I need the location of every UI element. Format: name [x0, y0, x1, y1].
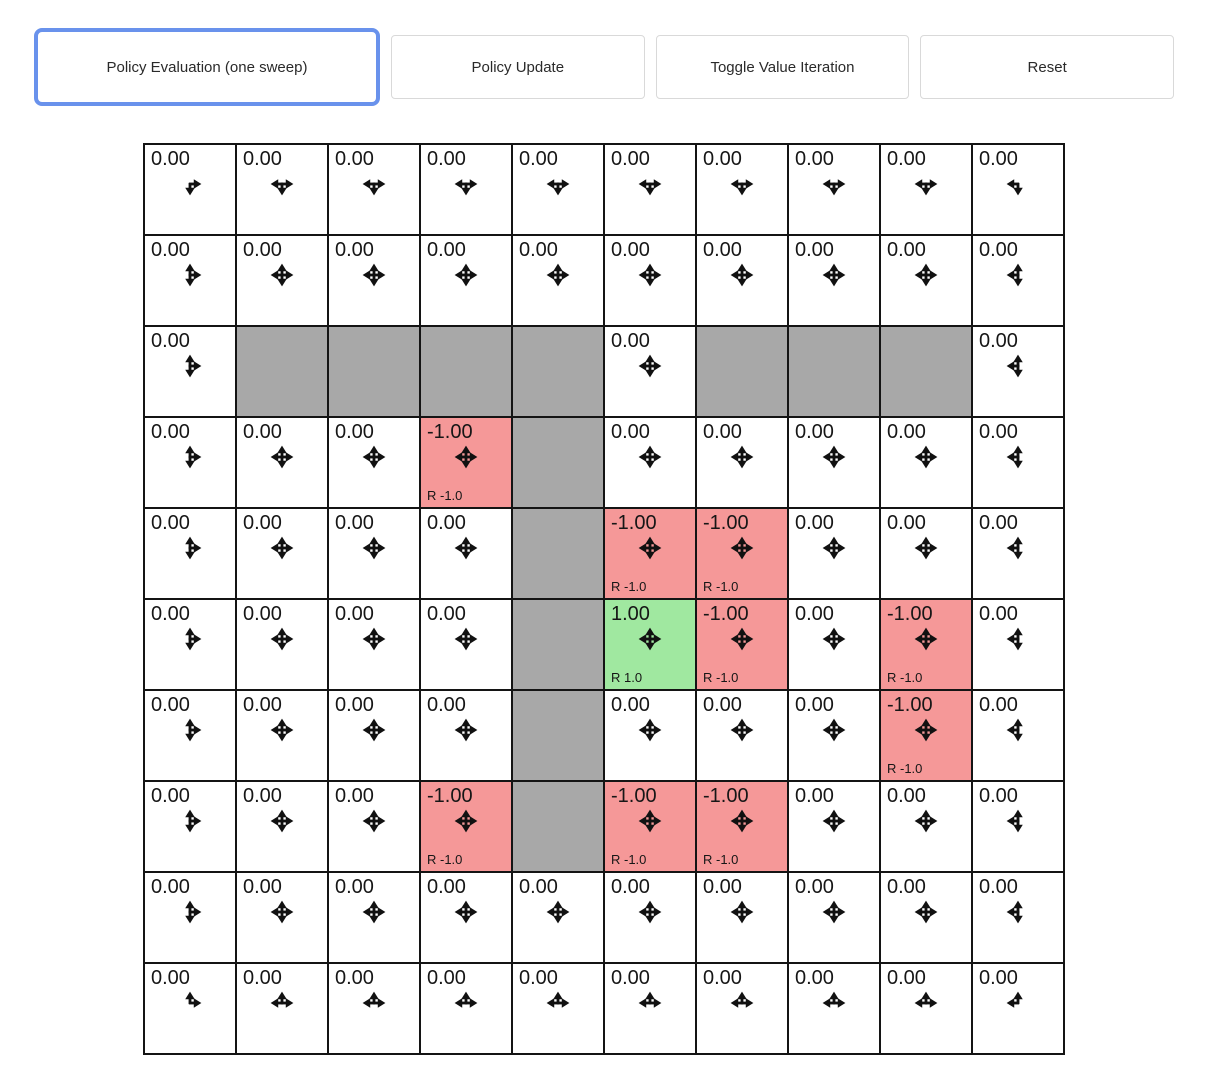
state-value: 0.00: [611, 694, 650, 716]
grid-cell: [420, 872, 512, 963]
grid-cell: [420, 235, 512, 326]
grid-cell: [144, 599, 236, 690]
policy-arrows-icon: [697, 171, 787, 197]
grid-cell: [972, 690, 1064, 781]
state-value: 0.00: [795, 967, 834, 989]
policy-arrows-icon: [697, 990, 787, 1016]
state-value: 0.00: [979, 421, 1018, 443]
grid-cell: [420, 417, 512, 508]
grid-cell: [696, 144, 788, 235]
policy-arrows-icon: [789, 899, 879, 925]
state-value: 0.00: [703, 421, 742, 443]
state-value: 0.00: [979, 603, 1018, 625]
state-value: 0.00: [151, 967, 190, 989]
grid-cell: [788, 144, 880, 235]
state-value: 0.00: [243, 421, 282, 443]
reward-label: R -1.0: [703, 852, 739, 867]
state-value: 0.00: [427, 239, 466, 261]
state-value: 0.00: [243, 239, 282, 261]
state-value: 0.00: [243, 603, 282, 625]
policy-arrows-icon: [697, 717, 787, 743]
policy-arrows-icon: [237, 899, 327, 925]
policy-arrows-icon: [881, 262, 971, 288]
grid-cell: [788, 599, 880, 690]
state-value: 0.00: [703, 239, 742, 261]
policy-arrows-icon: [789, 171, 879, 197]
policy-arrows-icon: [145, 444, 235, 470]
state-value: 0.00: [335, 785, 374, 807]
policy-arrows-icon: [697, 535, 787, 561]
state-value: 0.00: [703, 876, 742, 898]
policy-arrows-icon: [881, 535, 971, 561]
grid-cell: [420, 508, 512, 599]
grid-cell: [696, 235, 788, 326]
state-value: 0.00: [335, 239, 374, 261]
policy-arrows-icon: [973, 899, 1063, 925]
policy-arrows-icon: [145, 262, 235, 288]
state-value: 0.00: [703, 967, 742, 989]
policy-arrows-icon: [329, 626, 419, 652]
state-value: 0.00: [887, 512, 926, 534]
reward-label: R -1.0: [887, 670, 923, 685]
policy-arrows-icon: [881, 899, 971, 925]
policy-arrows-icon: [421, 535, 511, 561]
policy-arrows-icon: [697, 899, 787, 925]
state-value: 0.00: [243, 512, 282, 534]
state-value: 0.00: [151, 421, 190, 443]
state-value: 0.00: [887, 239, 926, 261]
grid-cell: [604, 599, 696, 690]
state-value: 0.00: [795, 785, 834, 807]
state-value: 0.00: [795, 694, 834, 716]
state-value: -1.00: [703, 785, 749, 807]
grid-cell: [696, 872, 788, 963]
policy-arrows-icon: [329, 262, 419, 288]
state-value: 0.00: [335, 876, 374, 898]
grid-cell: [144, 690, 236, 781]
grid-cell: [972, 872, 1064, 963]
grid-cell: [880, 417, 972, 508]
policy-arrows-icon: [237, 808, 327, 834]
policy-arrows-icon: [973, 717, 1063, 743]
policy-arrows-icon: [881, 717, 971, 743]
state-value: -1.00: [427, 421, 473, 443]
policy-arrows-icon: [421, 626, 511, 652]
policy-arrows-icon: [881, 808, 971, 834]
state-value: 0.00: [151, 603, 190, 625]
state-value: 0.00: [243, 785, 282, 807]
grid-cell: [420, 144, 512, 235]
grid-cell: [328, 144, 420, 235]
reward-label: R -1.0: [427, 852, 463, 867]
grid-cell: [512, 235, 604, 326]
state-value: 0.00: [979, 876, 1018, 898]
policy-arrows-icon: [237, 717, 327, 743]
policy-arrows-icon: [145, 808, 235, 834]
wall-cell: [696, 326, 788, 417]
grid-cell: [144, 872, 236, 963]
grid-cell: [144, 781, 236, 872]
policy-arrows-icon: [789, 626, 879, 652]
grid-cell: [604, 235, 696, 326]
grid-cell: [144, 144, 236, 235]
policy-arrows-icon: [605, 171, 695, 197]
policy-arrows-icon: [329, 990, 419, 1016]
policy-arrows-icon: [237, 626, 327, 652]
grid-cell: [604, 963, 696, 1054]
grid-cell: [880, 144, 972, 235]
state-value: 0.00: [519, 876, 558, 898]
state-value: 0.00: [151, 876, 190, 898]
grid-cell: [328, 781, 420, 872]
policy-arrows-icon: [605, 990, 695, 1016]
policy-arrows-icon: [329, 171, 419, 197]
state-value: 0.00: [611, 876, 650, 898]
state-value: -1.00: [611, 512, 657, 534]
grid-cell: [236, 690, 328, 781]
state-value: 0.00: [427, 512, 466, 534]
state-value: 0.00: [335, 694, 374, 716]
policy-arrows-icon: [973, 444, 1063, 470]
policy-arrows-icon: [881, 626, 971, 652]
toolbar: [0, 0, 1208, 106]
wall-cell: [512, 690, 604, 781]
grid-cell: [328, 599, 420, 690]
policy-arrows-icon: [881, 444, 971, 470]
grid-cell: [236, 872, 328, 963]
state-value: 0.00: [335, 421, 374, 443]
grid-cell: [788, 690, 880, 781]
grid-cell: [696, 508, 788, 599]
state-value: 0.00: [795, 239, 834, 261]
state-value: -1.00: [611, 785, 657, 807]
grid-cell: [512, 963, 604, 1054]
grid-cell: [972, 508, 1064, 599]
state-value: 0.00: [519, 239, 558, 261]
state-value: 0.00: [795, 421, 834, 443]
policy-arrows-icon: [145, 717, 235, 743]
policy-arrows-icon: [973, 171, 1063, 197]
policy-arrows-icon: [789, 535, 879, 561]
reward-label: R -1.0: [611, 579, 647, 594]
grid-cell: [880, 235, 972, 326]
grid-cell: [328, 872, 420, 963]
policy-arrows-icon: [329, 808, 419, 834]
grid-cell: [144, 235, 236, 326]
grid-cell: [696, 417, 788, 508]
grid-cell: [972, 235, 1064, 326]
state-value: 0.00: [243, 694, 282, 716]
grid-cell: [328, 508, 420, 599]
grid-cell: [788, 508, 880, 599]
state-value: 0.00: [703, 694, 742, 716]
policy-arrows-icon: [697, 626, 787, 652]
state-value: 0.00: [979, 239, 1018, 261]
grid-cell: [972, 417, 1064, 508]
state-value: 0.00: [151, 330, 190, 352]
policy-arrows-icon: [605, 353, 695, 379]
grid-cell: [236, 235, 328, 326]
reward-label: R -1.0: [611, 852, 647, 867]
reward-label: R -1.0: [703, 670, 739, 685]
policy-arrows-icon: [973, 808, 1063, 834]
state-value: 0.00: [427, 694, 466, 716]
policy-arrows-icon: [973, 535, 1063, 561]
state-value: 0.00: [243, 876, 282, 898]
grid-cell: [972, 781, 1064, 872]
toggle-value-iteration-button[interactable]: Toggle Value Iteration: [656, 35, 910, 99]
grid-cell: [604, 872, 696, 963]
wall-cell: [512, 326, 604, 417]
state-value: 0.00: [795, 512, 834, 534]
wall-cell: [512, 508, 604, 599]
policy-arrows-icon: [605, 626, 695, 652]
state-value: 0.00: [979, 148, 1018, 170]
grid-cell: [512, 872, 604, 963]
state-value: 1.00: [611, 603, 650, 625]
policy-arrows-icon: [421, 808, 511, 834]
policy-arrows-icon: [789, 444, 879, 470]
grid-cell: [144, 417, 236, 508]
policy-update-button[interactable]: Policy Update: [391, 35, 645, 99]
state-value: 0.00: [979, 330, 1018, 352]
policy-arrows-icon: [421, 717, 511, 743]
policy-arrows-icon: [329, 899, 419, 925]
policy-arrows-icon: [881, 990, 971, 1016]
state-value: 0.00: [335, 148, 374, 170]
policy-arrows-icon: [145, 171, 235, 197]
reward-label: R -1.0: [427, 488, 463, 503]
state-value: 0.00: [151, 694, 190, 716]
grid-cell: [972, 144, 1064, 235]
policy-arrows-icon: [421, 262, 511, 288]
state-value: 0.00: [795, 148, 834, 170]
wall-cell: [236, 326, 328, 417]
state-value: 0.00: [887, 876, 926, 898]
policy-arrows-icon: [421, 990, 511, 1016]
grid-cell: [236, 417, 328, 508]
policy-arrows-icon: [329, 444, 419, 470]
policy-arrows-icon: [145, 353, 235, 379]
grid-cell: [420, 599, 512, 690]
grid-cell: [144, 508, 236, 599]
grid-cell: [604, 508, 696, 599]
policy-arrows-icon: [697, 444, 787, 470]
state-value: 0.00: [887, 421, 926, 443]
grid-cell: [788, 417, 880, 508]
policy-arrows-icon: [237, 990, 327, 1016]
policy-arrows-icon: [145, 535, 235, 561]
grid-cell: [236, 963, 328, 1054]
grid-cell: [788, 781, 880, 872]
policy-arrows-icon: [329, 717, 419, 743]
wall-cell: [420, 326, 512, 417]
policy-evaluation-button[interactable]: Policy Evaluation (one sweep): [34, 28, 380, 106]
grid-cell: [604, 781, 696, 872]
state-value: 0.00: [979, 512, 1018, 534]
grid-cell: [696, 963, 788, 1054]
reward-label: R 1.0: [611, 670, 643, 685]
grid-cell: [880, 690, 972, 781]
policy-arrows-icon: [697, 808, 787, 834]
state-value: 0.00: [611, 421, 650, 443]
state-value: 0.00: [703, 148, 742, 170]
policy-arrows-icon: [513, 899, 603, 925]
state-value: 0.00: [427, 967, 466, 989]
policy-arrows-icon: [513, 171, 603, 197]
policy-arrows-icon: [421, 171, 511, 197]
policy-arrows-icon: [237, 171, 327, 197]
policy-arrows-icon: [605, 262, 695, 288]
reset-button[interactable]: Reset: [920, 35, 1174, 99]
state-value: 0.00: [243, 148, 282, 170]
state-value: 0.00: [427, 876, 466, 898]
policy-arrows-icon: [789, 262, 879, 288]
grid-cell: [880, 508, 972, 599]
grid-cell: [696, 781, 788, 872]
grid-cell: [328, 690, 420, 781]
grid-cell: [696, 690, 788, 781]
reward-label: R -1.0: [887, 761, 923, 776]
state-value: -1.00: [887, 603, 933, 625]
policy-arrows-icon: [605, 899, 695, 925]
state-value: 0.00: [151, 239, 190, 261]
state-value: 0.00: [335, 603, 374, 625]
policy-arrows-icon: [237, 262, 327, 288]
grid-cell: [236, 144, 328, 235]
policy-arrows-icon: [605, 444, 695, 470]
wall-cell: [512, 417, 604, 508]
state-value: 0.00: [519, 967, 558, 989]
state-value: 0.00: [151, 785, 190, 807]
wall-cell: [328, 326, 420, 417]
grid-cell: [420, 963, 512, 1054]
policy-arrows-icon: [237, 535, 327, 561]
state-value: 0.00: [611, 239, 650, 261]
policy-arrows-icon: [421, 899, 511, 925]
policy-arrows-icon: [605, 717, 695, 743]
policy-arrows-icon: [973, 262, 1063, 288]
policy-arrows-icon: [973, 626, 1063, 652]
grid-cell: [604, 690, 696, 781]
state-value: 0.00: [519, 148, 558, 170]
policy-arrows-icon: [973, 990, 1063, 1016]
state-value: 0.00: [243, 967, 282, 989]
state-value: 0.00: [887, 148, 926, 170]
policy-arrows-icon: [881, 171, 971, 197]
policy-arrows-icon: [329, 535, 419, 561]
state-value: 0.00: [335, 512, 374, 534]
grid-cell: [972, 963, 1064, 1054]
policy-arrows-icon: [145, 899, 235, 925]
grid-cell: [880, 781, 972, 872]
state-value: -1.00: [887, 694, 933, 716]
grid-cell: [328, 235, 420, 326]
state-value: 0.00: [979, 694, 1018, 716]
policy-arrows-icon: [513, 262, 603, 288]
grid-cell: [236, 781, 328, 872]
grid-cell: [604, 326, 696, 417]
grid-cell: [880, 963, 972, 1054]
grid-cell: [788, 872, 880, 963]
grid-cell: [696, 599, 788, 690]
policy-arrows-icon: [789, 717, 879, 743]
policy-arrows-icon: [421, 444, 511, 470]
wall-cell: [788, 326, 880, 417]
grid-cell: [144, 326, 236, 417]
state-value: 0.00: [795, 876, 834, 898]
state-value: 0.00: [427, 148, 466, 170]
policy-arrows-icon: [145, 990, 235, 1016]
grid-cell: [328, 417, 420, 508]
state-value: 0.00: [151, 148, 190, 170]
grid-cell: [788, 963, 880, 1054]
policy-arrows-icon: [605, 808, 695, 834]
gridworld-grid: [143, 143, 1065, 1055]
grid-cell: [788, 235, 880, 326]
wall-cell: [512, 599, 604, 690]
state-value: 0.00: [335, 967, 374, 989]
state-value: 0.00: [795, 603, 834, 625]
wall-cell: [512, 781, 604, 872]
policy-arrows-icon: [237, 444, 327, 470]
state-value: 0.00: [151, 512, 190, 534]
grid-cell: [604, 144, 696, 235]
policy-arrows-icon: [513, 990, 603, 1016]
grid-cell: [880, 599, 972, 690]
state-value: 0.00: [979, 967, 1018, 989]
grid-cell: [604, 417, 696, 508]
state-value: 0.00: [611, 967, 650, 989]
grid-cell: [328, 963, 420, 1054]
reward-label: R -1.0: [703, 579, 739, 594]
grid-cell: [420, 781, 512, 872]
state-value: -1.00: [703, 603, 749, 625]
grid-cell: [972, 326, 1064, 417]
grid-container: [0, 143, 1208, 1055]
state-value: 0.00: [611, 148, 650, 170]
state-value: -1.00: [427, 785, 473, 807]
grid-cell: [972, 599, 1064, 690]
grid-cell: [236, 508, 328, 599]
grid-cell: [512, 144, 604, 235]
state-value: 0.00: [979, 785, 1018, 807]
policy-arrows-icon: [145, 626, 235, 652]
state-value: 0.00: [427, 603, 466, 625]
grid-cell: [144, 963, 236, 1054]
policy-arrows-icon: [789, 990, 879, 1016]
wall-cell: [880, 326, 972, 417]
state-value: -1.00: [703, 512, 749, 534]
grid-cell: [420, 690, 512, 781]
state-value: 0.00: [887, 967, 926, 989]
state-value: 0.00: [611, 330, 650, 352]
policy-arrows-icon: [973, 353, 1063, 379]
policy-arrows-icon: [605, 535, 695, 561]
policy-arrows-icon: [789, 808, 879, 834]
grid-cell: [236, 599, 328, 690]
state-value: 0.00: [887, 785, 926, 807]
policy-arrows-icon: [697, 262, 787, 288]
grid-cell: [880, 872, 972, 963]
